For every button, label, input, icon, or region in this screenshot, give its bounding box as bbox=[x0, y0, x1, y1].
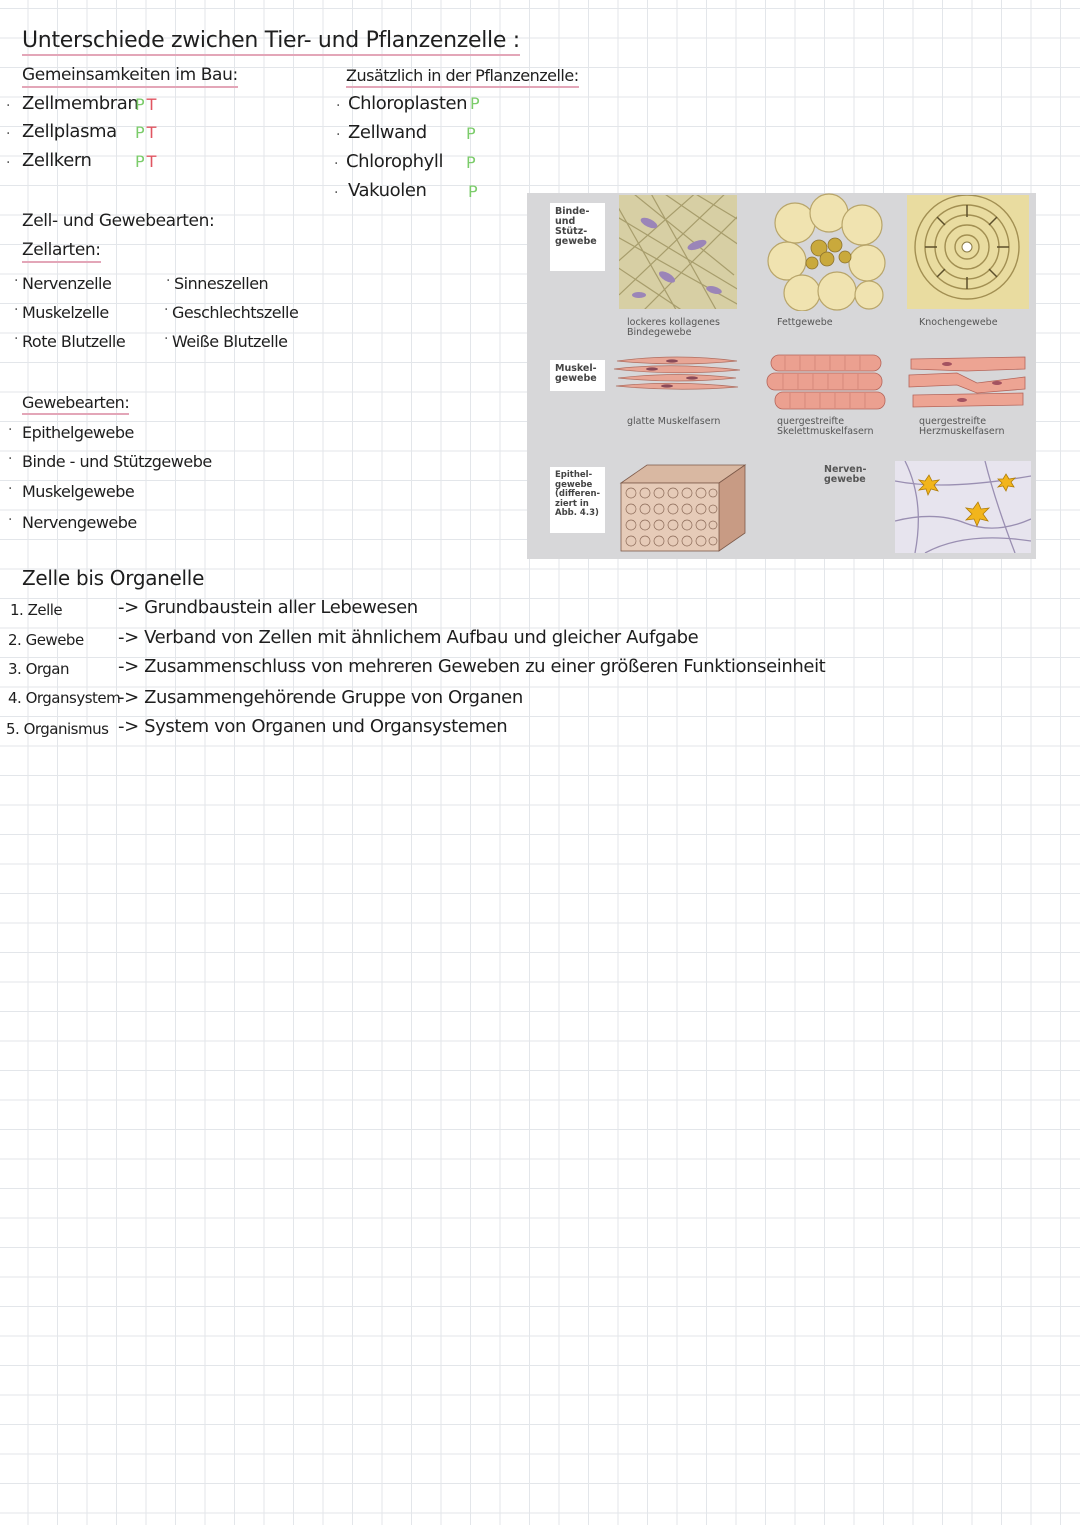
bullet-icon: · bbox=[14, 302, 19, 318]
cell-types-title-text: Zellarten: bbox=[22, 240, 101, 263]
skeletal-muscle-image bbox=[765, 351, 890, 413]
caption-collagen: lockeres kollagenes Bindegewebe bbox=[627, 317, 720, 338]
common-title-text: Gemeinsamkeiten im Bau: bbox=[22, 65, 238, 88]
hierarchy-step-description: -> Grundbaustein aller Lebewesen bbox=[118, 597, 418, 618]
plant-item-label: Zellwand bbox=[348, 122, 427, 143]
bullet-icon: · bbox=[336, 98, 341, 114]
bullet-icon: · bbox=[8, 422, 13, 438]
bone-tissue-image bbox=[907, 195, 1029, 309]
caption-skeletal-muscle: quergestreifte Skelettmuskelfasern bbox=[777, 416, 874, 437]
hierarchy-step-description: -> System von Organen und Organsystemen bbox=[118, 716, 508, 737]
plant-only-title-text: Zusätzlich in der Pflanzenzelle: bbox=[346, 66, 579, 88]
bullet-icon: · bbox=[8, 481, 13, 497]
hierarchy-step-description: -> Verband von Zellen mit ähnlichem Aufbau und gleicher Aufgabe bbox=[118, 627, 699, 648]
bullet-icon: · bbox=[164, 302, 169, 318]
common-item-label: Zellmembran bbox=[22, 93, 139, 114]
caption-bone: Knochengewebe bbox=[919, 317, 998, 328]
tissue-type: Epithelgewebe bbox=[22, 423, 134, 442]
hierarchy-title: Zelle bis Organelle bbox=[22, 566, 205, 590]
bullet-icon: · bbox=[8, 451, 13, 467]
tissue-types-title-text: Gewebearten: bbox=[22, 393, 129, 415]
tissue-type: Muskelgewebe bbox=[22, 482, 135, 501]
smooth-muscle-image bbox=[612, 353, 742, 393]
bullet-icon: · bbox=[166, 273, 171, 289]
hierarchy-step-description: -> Zusammenschluss von mehreren Geweben zu einer größeren Funktionseinheit bbox=[118, 656, 826, 677]
bullet-icon: · bbox=[6, 126, 11, 142]
common-item-label: Zellkern bbox=[22, 150, 92, 171]
bullet-icon: · bbox=[164, 331, 169, 347]
fat-tissue-image bbox=[767, 193, 887, 311]
hierarchy-step-number: 4. Organsystem bbox=[8, 689, 121, 707]
page-title-text: Unterschiede zwichen Tier- und Pflanzenzelle : bbox=[22, 28, 520, 56]
figure-label-muscle: Muskel- gewebe bbox=[550, 360, 605, 391]
cell-type: Rote Blutzelle bbox=[22, 332, 126, 351]
plant-item-label: Chloroplasten bbox=[348, 93, 468, 114]
plant-tag: P bbox=[135, 95, 147, 114]
caption-fat: Fettgewebe bbox=[777, 317, 833, 328]
hierarchy-step-number: 1. Zelle bbox=[10, 601, 63, 619]
caption-smooth-muscle: glatte Muskelfasern bbox=[627, 416, 721, 427]
tissue-type: Binde - und Stützgewebe bbox=[22, 452, 212, 471]
page-title bbox=[22, 28, 520, 53]
bullet-icon: · bbox=[334, 185, 339, 201]
cell-type: Muskelzelle bbox=[22, 303, 109, 322]
bullet-icon: · bbox=[334, 156, 339, 172]
cell-type: Sinneszellen bbox=[174, 274, 269, 293]
animal-tag: T bbox=[146, 95, 159, 114]
figure-label-connective: Binde- und Stütz- gewebe bbox=[550, 203, 605, 271]
plant-only-title bbox=[346, 66, 579, 85]
bullet-icon: · bbox=[8, 512, 13, 528]
plant-item-label: Vakuolen bbox=[348, 180, 427, 201]
common-item-tag bbox=[135, 95, 158, 114]
plant-item-tag: P bbox=[466, 124, 476, 143]
bullet-icon: · bbox=[336, 127, 341, 143]
cell-type: Geschlechtszelle bbox=[172, 303, 299, 322]
hierarchy-step-number: 3. Organ bbox=[8, 660, 70, 678]
common-item-tag bbox=[135, 152, 158, 171]
cell-type: Weiße Blutzelle bbox=[172, 332, 288, 351]
hierarchy-step-number: 5. Organismus bbox=[6, 720, 109, 738]
figure-label-nerve: Nerven- gewebe bbox=[824, 464, 867, 485]
bullet-icon: · bbox=[14, 331, 19, 347]
common-item-tag bbox=[135, 123, 158, 142]
bullet-icon: · bbox=[6, 98, 11, 114]
bullet-icon: · bbox=[14, 273, 19, 289]
collagen-tissue-image bbox=[619, 195, 737, 309]
cell-type: Nervenzelle bbox=[22, 274, 112, 293]
common-item-label: Zellplasma bbox=[22, 121, 117, 142]
animal-tag: T bbox=[146, 152, 159, 171]
plant-item-label: Chlorophyll bbox=[346, 151, 444, 172]
plant-item-tag: P bbox=[470, 94, 480, 113]
hierarchy-step-number: 2. Gewebe bbox=[8, 631, 84, 649]
plant-item-tag: P bbox=[466, 153, 476, 172]
caption-heart-muscle: quergestreifte Herzmuskelfasern bbox=[919, 416, 1005, 437]
bullet-icon: · bbox=[6, 155, 11, 171]
figure-label-epithelial: Epithel- gewebe (differen- ziert in Abb. 4.3) bbox=[550, 467, 605, 533]
nerve-tissue-image bbox=[895, 461, 1031, 553]
hierarchy-step-description: -> Zusammengehörende Gruppe von Organen bbox=[118, 687, 523, 708]
heart-muscle-image bbox=[907, 353, 1029, 409]
tissue-type: Nervengewebe bbox=[22, 513, 137, 532]
plant-tag: P bbox=[135, 123, 147, 142]
animal-tag: T bbox=[146, 123, 159, 142]
types-title: Zell- und Gewebearten: bbox=[22, 211, 215, 231]
tissue-types-title bbox=[22, 393, 129, 412]
tissue-figure bbox=[527, 193, 1036, 559]
common-title bbox=[22, 65, 238, 85]
plant-tag: P bbox=[135, 152, 147, 171]
plant-item-tag: P bbox=[468, 182, 478, 201]
epithelial-tissue-image bbox=[619, 461, 747, 553]
cell-types-title bbox=[22, 240, 101, 260]
